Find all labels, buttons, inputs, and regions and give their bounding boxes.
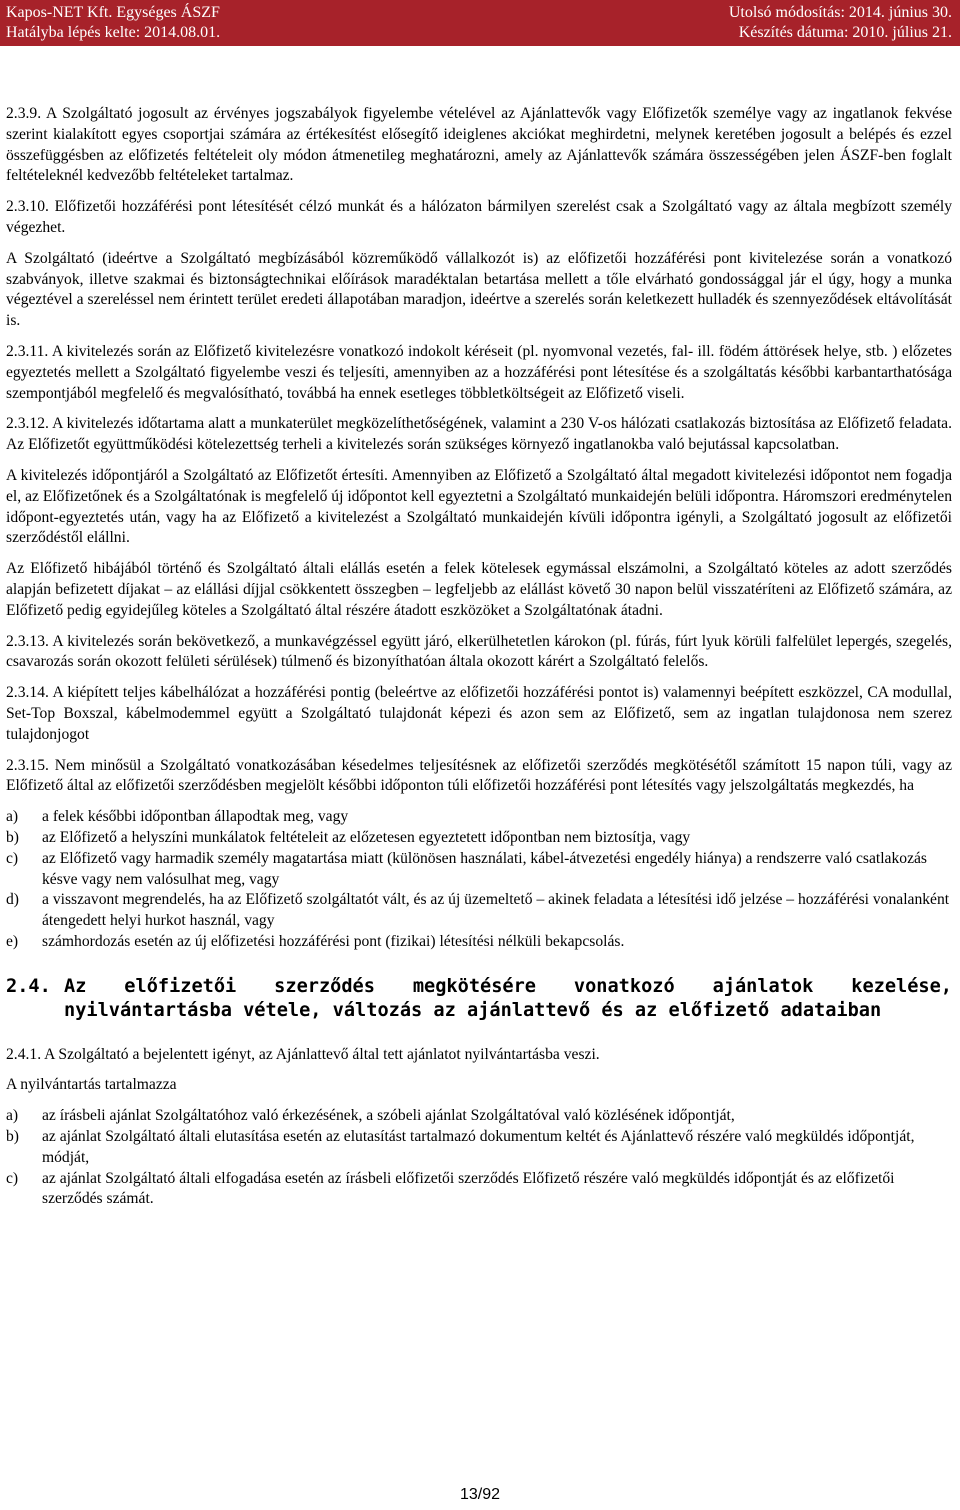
paragraph-withdrawal: Az Előfizető hibájából történő és Szolgáltató általi elállás esetén a felek kötelesek egymással elszámolni, a Szolgáltató köteles az adott szerződés alapján befizetett díjakat – az elállási díjjal csökkentett összegben – legfeljebb az elállást követő 30 napon belül visszatéríteni az Előfizető számára, az Előfizető pedig egyidejűleg köteles a Szolgáltató által részére átadott eszközöket a Szolgáltatónak átadni. <box>6 560 952 619</box>
list-item-label: d) <box>6 891 19 909</box>
section-title: Az előfizetői szerződés megkötésére vonatkozó ajánlatok kezelése, nyilvántartásba vétele, változás az ajánlattevő és az előfizető adataiban <box>64 975 952 1021</box>
list-item <box>6 828 952 849</box>
page-number: 13/92 <box>459 1486 501 1503</box>
header-effective-date: Hatályba lépés kelte: 2014.08.01. <box>6 24 221 41</box>
list-item-label: b) <box>6 828 19 846</box>
list-item-label: e) <box>6 932 19 950</box>
list-item-label: c) <box>6 1169 19 1187</box>
list-item-label: a) <box>6 808 19 826</box>
paragraph-2-3-9: 2.3.9. A Szolgáltató jogosult az érvényes jogszabályok figyelembe vételével az Ajánlattevők vagy Előfizetők személye vagy az ingatlanok fekvése szerint kialakított egyes csoportjai számára az értékesítést elősegítő ideiglenes akciókat meghirdetni, melynek keretében jogosult a belépés és ezzel összefüggésben az előfizetés feltételeit oly módon átmenetileg meghatározni, amely az Ajánlattevők számára összességében jelen ÁSZF-ben foglalt feltételeknél kedvezőbb feltételeket tartalmaz. <box>6 105 952 185</box>
paragraph-register-contents: A nyilvántartás tartalmazza <box>6 1076 177 1094</box>
list-item-text: az Előfizető vagy harmadik személy magatartása miatt (különösen használati, kábel-átvezetési engedély hiánya) a rendszerre való csatlakozás késve vagy nem valósulhat meg, vagy <box>42 849 927 888</box>
paragraph-2-3-10: 2.3.10. Előfizetői hozzáférési pont létesítését célzó munkát és a hálózaton bármilyen szerelést csak a Szolgáltató vagy az általa megbízott személy végezhet. <box>6 198 952 236</box>
list-item <box>6 807 952 828</box>
paragraph-installation-date: A kivitelezés időpontjáról a Szolgáltató az Előfizetőt értesíti. Amennyiben az Előfizető a Szolgáltató által megadott kivitelezési időpontot nem fogadja el, az Előfizetőnek és a Szolgáltatónak is megfelelő új időpontot kell egyeztetni a Szolgáltató munkaidején belüli időpontra. Háromszori eredménytelen időpont-egyeztetés után, vagy ha az Előfizető a kivitelezést a Szolgáltató munkaidején kívüli időpontra igényli, a Szolgáltató jogosult az előfizetői szerződéstől elállni. <box>6 466 952 547</box>
document-body <box>6 104 952 1220</box>
header-left <box>6 3 220 43</box>
paragraph-2-3-14: 2.3.14. A kiépített teljes kábelhálózat a hozzáférési pontig (beleértve az előfizetői hozzáférési pontot is) valamennyi beépített eszközzel, CA modullal, Set-Top Boxszal, kábelmodemmel együtt a Szolgáltató tulajdonát képezi és azon sem az Előfizető, sem az ingatlan tulajdonosa nem szerez tulajdonjogot <box>6 684 952 743</box>
list-item-text: az ajánlat Szolgáltató általi elutasítása esetén az elutasítást tartalmazó dokumentum keltét és Ajánlattevő részére való megküldés időpontját, módját, <box>42 1128 915 1166</box>
paragraph-2-4-1: 2.4.1. A Szolgáltató a bejelentett igényt, az Ajánlattevő által tett ajánlatot nyilvántartásba veszi. <box>6 1045 600 1063</box>
header-company-title: Kapos-NET Kft. Egységes ÁSZF <box>6 4 220 21</box>
section-number: 2.4. <box>6 975 51 997</box>
list-item <box>6 890 952 932</box>
header-created-date: Készítés dátuma: 2010. július 21. <box>738 24 952 41</box>
list-item-label: a) <box>6 1107 19 1125</box>
list-item-text: az ajánlat Szolgáltató általi elfogadása esetén az írásbeli előfizetői szerződés Előfizető részére való megküldés időpontját és az előfizetői szerződés számát. <box>42 1169 895 1208</box>
header-last-modified: Utolsó módosítás: 2014. június 30. <box>728 4 952 21</box>
list-item-label: b) <box>6 1128 19 1146</box>
header-right <box>729 3 952 43</box>
paragraph-2-3-12: 2.3.12. A kivitelezés időtartama alatt a munkaterület megközelíthetőségének, valamint a 230 V-os hálózati csatlakozás biztosítása az Előfizető feladata. Az Előfizetőt együttműködési kötelezettség terheli a kivitelezés során szükséges környező ingatlanokba való bejutással kapcsolatban. <box>6 415 952 454</box>
list-item-text: számhordozás esetén az új előfizetési hozzáférési pont (fizikai) létesítési nélküli bekapcsolás. <box>42 932 625 950</box>
list-item-text: a felek későbbi időpontban állapodtak meg, vagy <box>42 808 349 826</box>
list-item-text: az Előfizető a helyszíni munkálatok feltételeit az előzetesen egyeztetett időpontban nem biztosítja, vagy <box>42 828 691 846</box>
list-item <box>6 849 952 891</box>
list-item <box>6 1127 952 1169</box>
section-heading-2-4 <box>6 975 952 1023</box>
list-item-label: c) <box>6 849 19 867</box>
paragraph-2-3-15: 2.3.15. Nem minősül a Szolgáltató vonatkozásában késedelmes teljesítésnek az előfizetői szerződés megkötésétől számított 15 napon túli, vagy az Előfizető által az előfizetői szerződésben megjelölt későbbi időponton túli előfizetői hozzáférési pont létesítés vagy jelszolgáltatás megkezdés, ha <box>6 756 952 795</box>
page-header <box>0 0 960 46</box>
list-item-text: az írásbeli ajánlat Szolgáltatóhoz való érkezésének, a szóbeli ajánlat Szolgáltatóval való közlésének időpontját, <box>42 1107 735 1125</box>
list-item <box>6 1169 952 1211</box>
register-contents-list <box>6 1106 952 1210</box>
paragraph-contractor-duties: A Szolgáltató (ideértve a Szolgáltató megbízásából közreműködő vállalkozót is) az előfizetői hozzáférési pont kivitelezése során a vonatkozó szabványok, illetve szakmai és biztonságtechnikai előírások maradéktalan betartása mellett a tőle elvárható gondossággal jár el úgy, hogy a munka végeztével a szereléssel nem érintett terület eredeti állapotában maradjon, ideértve a szerelés során keletkezett hulladék és szennyeződések eltávolítását is. <box>6 249 952 330</box>
list-item-text: a visszavont megrendelés, ha az Előfizető szolgáltatót vált, és az új üzemeltető – akinek feladata a létesítési idő jelzése – hozzáférési vonalanként átengedett helyi hurkot használ, vagy <box>42 891 950 930</box>
delay-exceptions-list <box>6 807 952 953</box>
list-item <box>6 1106 952 1127</box>
paragraph-2-3-13: 2.3.13. A kivitelezés során bekövetkező, a munkavégzéssel együtt járó, elkerülhetetlen károkon (pl. fúrás, fúrt lyuk körüli falfelület lepergés, szegelés, csavarozás során okozott felületi sérülések) túlmenő és bizonyíthatóan általa okozott kárért a Szolgáltató felelős. <box>6 632 952 671</box>
paragraph-2-3-11: 2.3.11. A kivitelezés során az Előfizető kivitelezésre vonatkozó indokolt kéréseit (pl. nyomvonal vezetés, fal- ill. födém áttörések helye, stb. ) előzetes egyeztetés mellett a Szolgáltató figyelembe veszi és teljesíti, amennyiben az a hozzáférési pont létesítése és a szolgáltatás későbbi karbantarthatósága szempontjából megfelelő és megvalósítható, továbbá ha ennek esetleges többletköltségeit az Előfizető viseli. <box>6 342 952 402</box>
list-item <box>6 932 952 953</box>
